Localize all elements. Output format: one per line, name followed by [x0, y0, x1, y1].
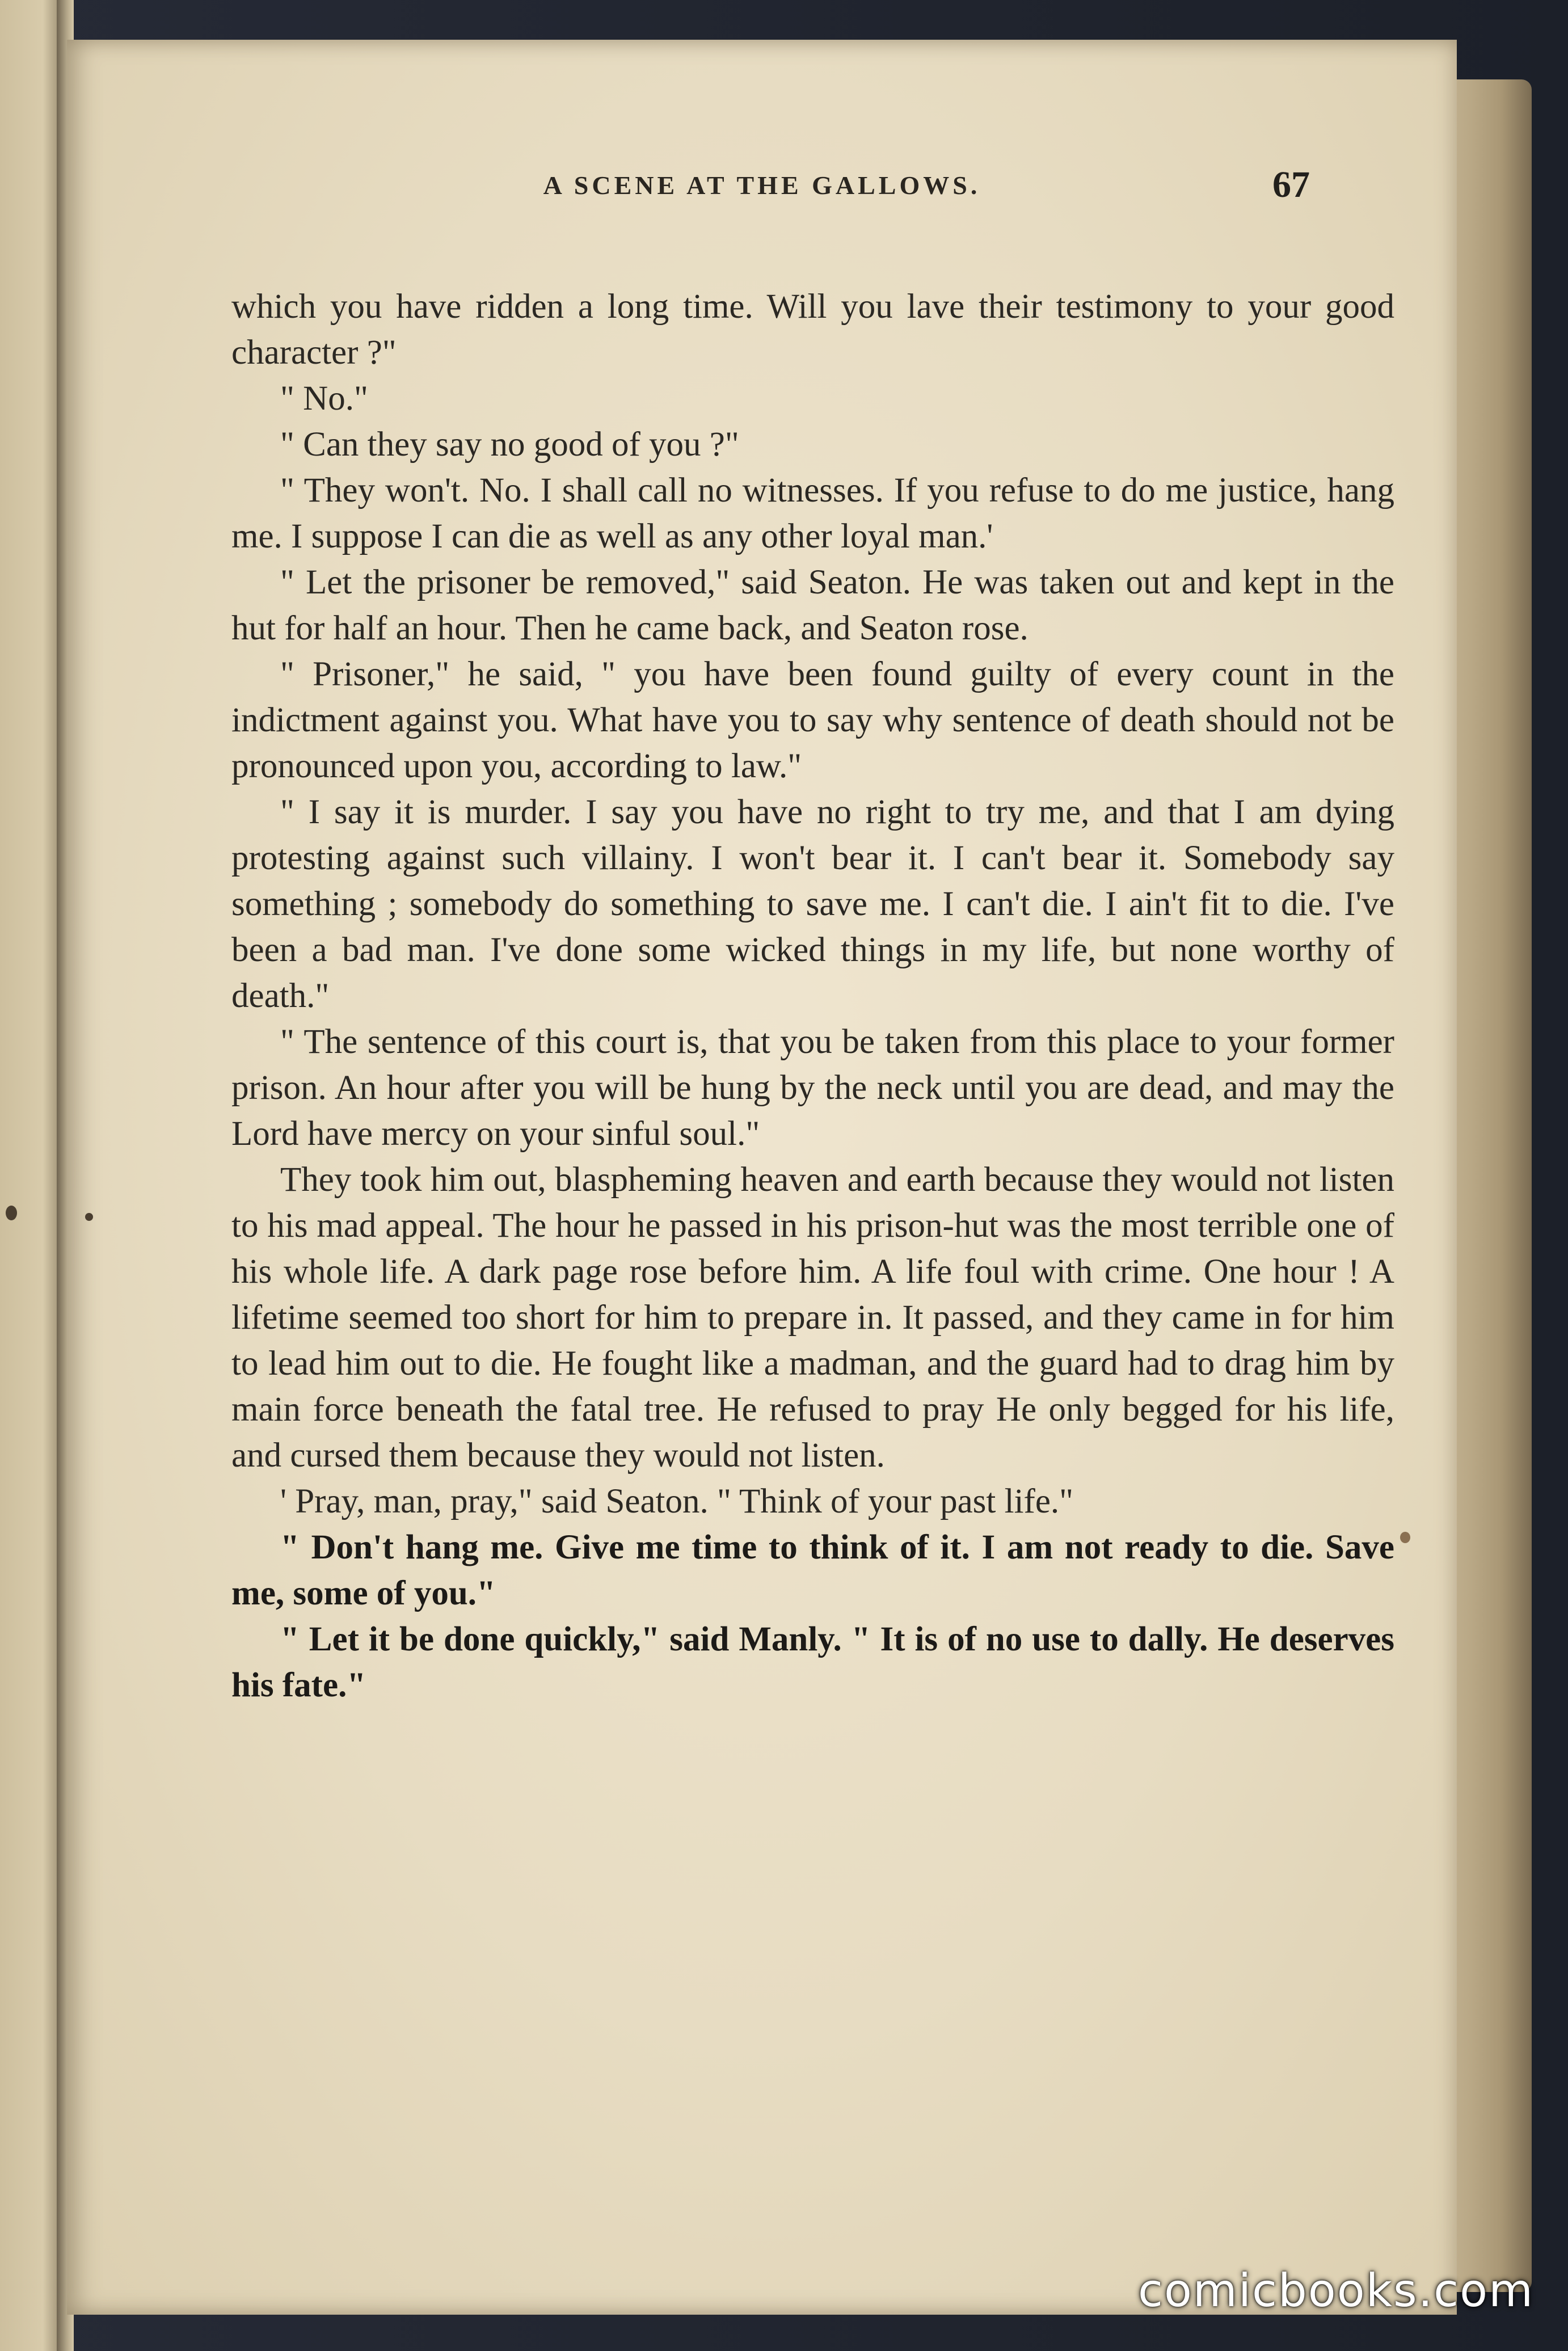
watermark-logo: comicbooks.com [1137, 2264, 1534, 2317]
page-body-text [231, 284, 1394, 1708]
paragraph: " No." [280, 380, 368, 418]
page-blemish [1400, 1532, 1410, 1543]
paragraph: which you have ridden a long time. Will you lave their testimony to your good character ?" [231, 288, 1394, 372]
left-page-edge [0, 0, 61, 2351]
paragraph: " I say it is murder. I say you have no right to try me, and that I am dying protesting against such villainy. I won't bear it. I can't bear it. Somebody say something ; somebody do something to save me. I can't die. I ain't fit to die. I've been a bad man. I've done some wicked things in my life, but none worthy of death." [231, 793, 1394, 1015]
paragraph: They took him out, blaspheming heaven and earth because they would not listen to his mad appeal. The hour he passed in his prison-hut was the most terrible one of his whole life. A dark page rose before him. A life foul with crime. One hour ! A lifetime seemed too short for him to prepare in. It passed, and they came in for him to lead him out to die. He fought like a madman, and the guard had to drag him by main force beneath the fatal tree. He refused to pray He only begged for his life, and cursed them because they would not listen. [231, 1161, 1394, 1474]
paragraph: " The sentence of this court is, that you be taken from this place to your former prison. An hour after you will be hung by the neck until you are dead, and may the Lord have mercy on your sinful soul." [231, 1023, 1394, 1153]
page-blemish [85, 1213, 93, 1221]
book-page [67, 40, 1457, 2315]
paragraph: " Don't hang me. Give me time to think of it. I am not ready to die. Save me, some of you." [231, 1528, 1394, 1612]
page-number: 67 [1272, 164, 1310, 205]
paragraph: " Prisoner," he said, " you have been found guilty of every count in the indictment against you. What have you to say why sentence of death should not be pronounced upon you, according to law." [231, 655, 1394, 785]
paragraph: " Let the prisoner be removed," said Seaton. He was taken out and kept in the hut for half an hour. Then he came back, and Seaton rose. [231, 563, 1394, 647]
paragraph: ' Pray, man, pray," said Seaton. " Think of your past life." [280, 1482, 1074, 1520]
paragraph: " Can they say no good of you ?" [280, 425, 739, 464]
running-title: A SCENE AT THE GALLOWS. [543, 171, 981, 200]
paragraph: " Let it be done quickly," said Manly. " It is of no use to dally. He deserves his fate." [231, 1620, 1394, 1704]
page-blemish [6, 1206, 17, 1220]
paragraph: " They won't. No. I shall call no witnesses. If you refuse to do me justice, hang me. I suppose I can die as well as any other loyal man.' [231, 471, 1394, 555]
